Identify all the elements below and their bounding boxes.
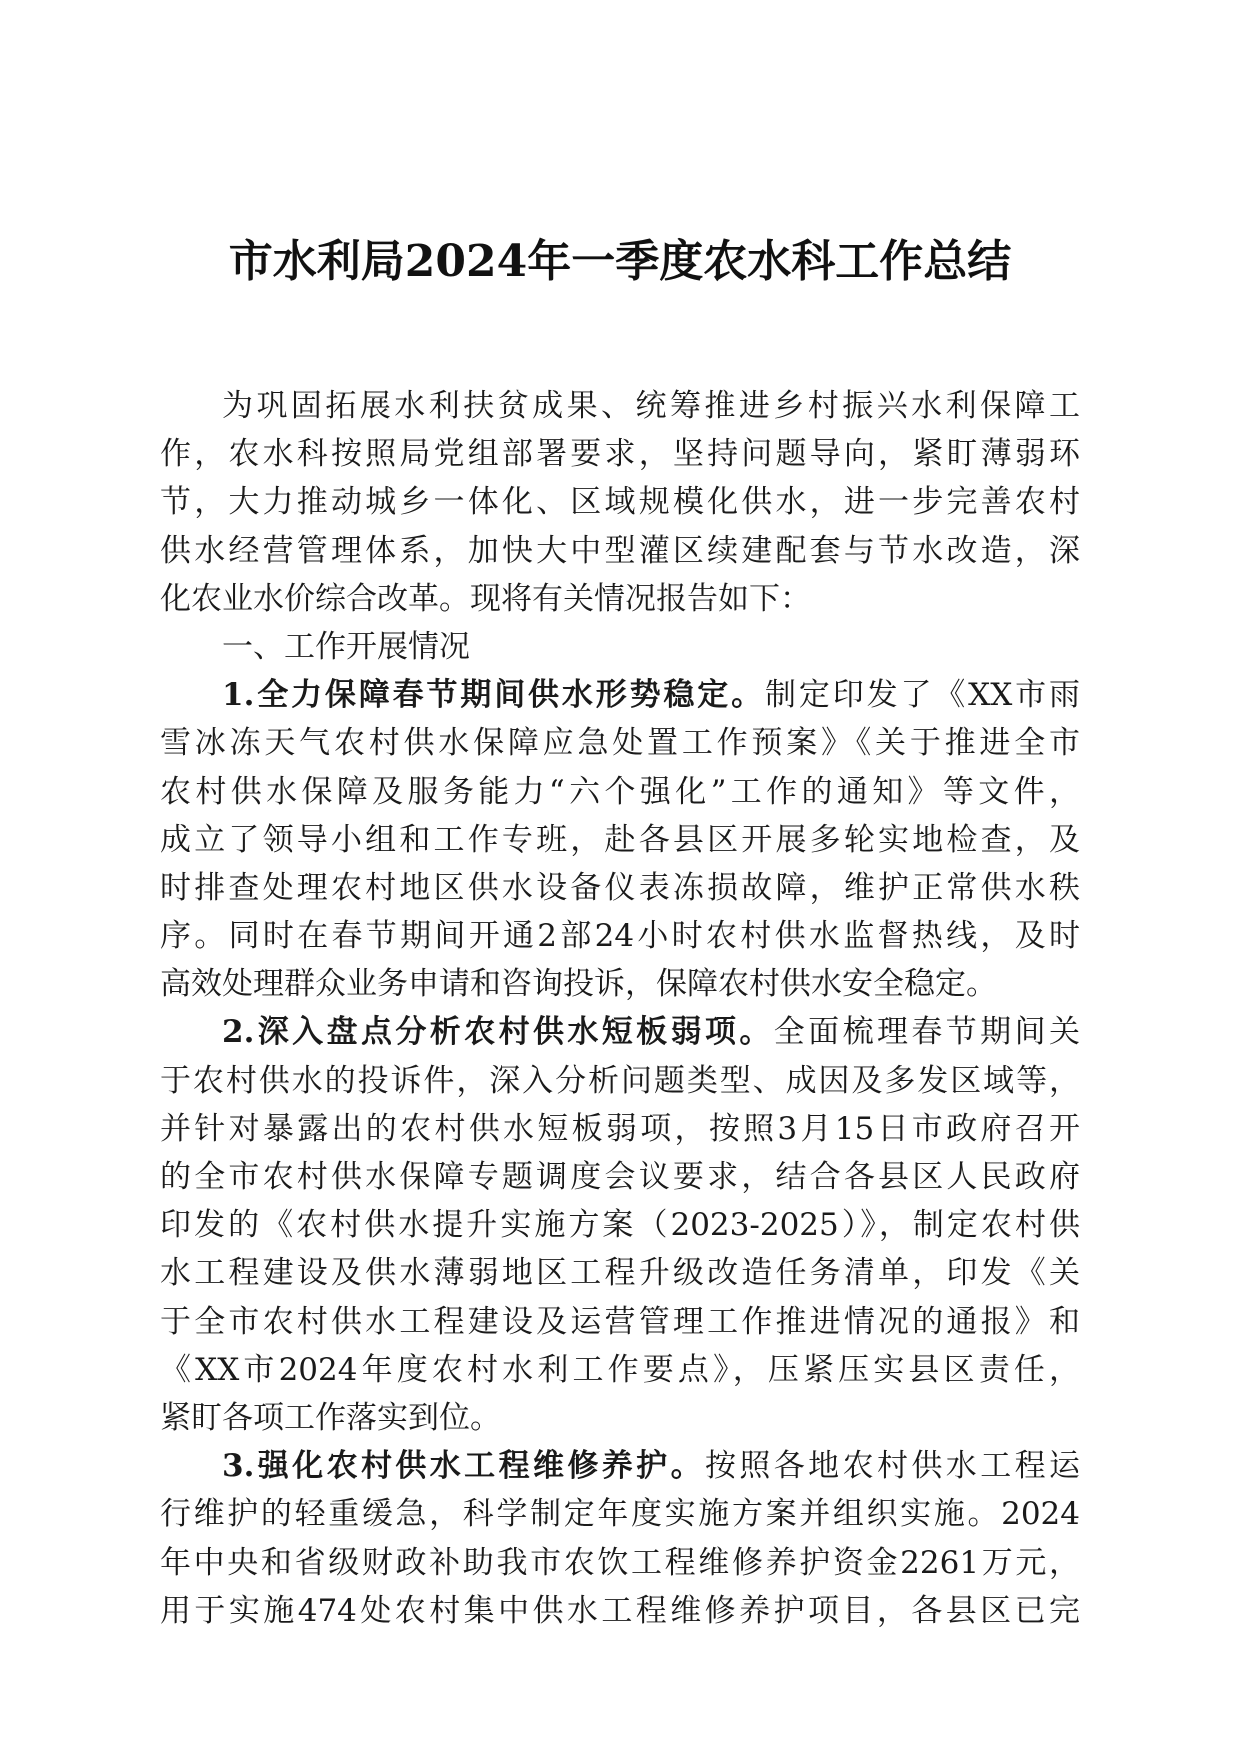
section-heading-text: 2.深入盘点分析农村供水短板弱项。 xyxy=(222,1014,774,1051)
line-text: 时排查处理农村地区供水设备仪表冻损故障，维护正常供水秩 xyxy=(160,869,1080,906)
text-line xyxy=(160,1105,1080,1153)
text-line xyxy=(160,1008,1080,1056)
text-line xyxy=(160,1442,1080,1490)
document-title: 市水利局2024年一季度农水科工作总结 xyxy=(228,236,1012,287)
text-line xyxy=(160,623,1080,671)
line-text: 年中央和省级财政补助我市农饮工程维修养护资金2261万元， xyxy=(160,1544,1080,1581)
text-line xyxy=(160,1201,1080,1249)
text-line xyxy=(160,816,1080,864)
text-line xyxy=(160,430,1080,478)
text-line xyxy=(160,1153,1080,1201)
line-text: 农村供水保障及服务能力“六个强化”工作的通知》等文件， xyxy=(160,773,1080,810)
text-line xyxy=(160,864,1080,912)
line-text: 作，农水科按照局党组部署要求，坚持问题导向，紧盯薄弱环 xyxy=(160,436,1080,473)
line-text: 化农业水价综合改革。现将有关情况报告如下： xyxy=(160,580,811,617)
line-text: 并针对暴露出的农村供水短板弱项，按照3月15日市政府召开 xyxy=(160,1110,1080,1147)
line-text: 水工程建设及供水薄弱地区工程升级改造任务清单，印发《关 xyxy=(160,1255,1080,1292)
text-line xyxy=(160,1298,1080,1346)
text-line xyxy=(160,1394,1080,1442)
line-text: 成立了领导小组和工作专班，赴各县区开展多轮实地检查，及 xyxy=(160,821,1080,858)
text-line xyxy=(160,1346,1080,1394)
line-text: 印发的《农村供水提升实施方案（2023-2025）》，制定农村供 xyxy=(160,1207,1080,1244)
line-text: 全面梳理春节期间关 xyxy=(773,1014,1080,1051)
section-heading-text: 3.强化农村供水工程维修养护。 xyxy=(222,1448,705,1485)
document-body xyxy=(160,382,1080,1635)
line-text: 于农村供水的投诉件，深入分析问题类型、成因及多发区域等， xyxy=(160,1062,1080,1099)
line-text: 高效处理群众业务申请和咨询投诉，保障农村供水安全稳定。 xyxy=(160,966,997,1003)
text-line xyxy=(160,960,1080,1008)
text-line xyxy=(160,527,1080,575)
line-text: 为巩固拓展水利扶贫成果、统筹推进乡村振兴水利保障工 xyxy=(222,388,1080,424)
line-text: 节，大力推动城乡一体化、区域规模化供水，进一步完善农村 xyxy=(160,484,1080,521)
line-text: 按照各地农村供水工程运 xyxy=(704,1448,1080,1485)
text-line xyxy=(160,1057,1080,1105)
text-line xyxy=(160,768,1080,816)
line-text: 供水经营管理体系，加快大中型灌区续建配套与节水改造，深 xyxy=(160,532,1080,569)
line-text: 的全市农村供水保障专题调度会议要求，结合各县区人民政府 xyxy=(160,1159,1080,1195)
section-heading-text: 1.全力保障春节期间供水形势稳定。 xyxy=(222,677,766,714)
line-text: 《XX市2024年度农村水利工作要点》，压紧压实县区责任， xyxy=(160,1351,1080,1388)
line-text: 序。同时在春节期间开通2部24小时农村供水监督热线，及时 xyxy=(160,918,1080,955)
text-line xyxy=(160,1587,1080,1635)
text-line xyxy=(160,575,1080,623)
text-line xyxy=(160,719,1080,767)
text-line xyxy=(160,1539,1080,1587)
text-line xyxy=(160,478,1080,526)
line-text: 行维护的轻重缓急，科学制定年度实施方案并组织实施。2024 xyxy=(160,1496,1080,1533)
line-text: 一、工作开展情况 xyxy=(222,628,470,665)
line-text: 用于实施474处农村集中供水工程维修养护项目，各县区已完 xyxy=(160,1592,1080,1629)
line-text: 紧盯各项工作落实到位。 xyxy=(160,1399,501,1436)
text-line xyxy=(160,382,1080,430)
text-line xyxy=(160,912,1080,960)
text-line xyxy=(160,1490,1080,1538)
line-text: 制定印发了《XX市雨 xyxy=(765,677,1080,714)
line-text: 于全市农村供水工程建设及运营管理工作推进情况的通报》和 xyxy=(160,1303,1080,1340)
text-line xyxy=(160,1249,1080,1297)
text-line xyxy=(160,671,1080,719)
line-text: 雪冰冻天气农村供水保障应急处置工作预案》《关于推进全市 xyxy=(160,725,1080,762)
